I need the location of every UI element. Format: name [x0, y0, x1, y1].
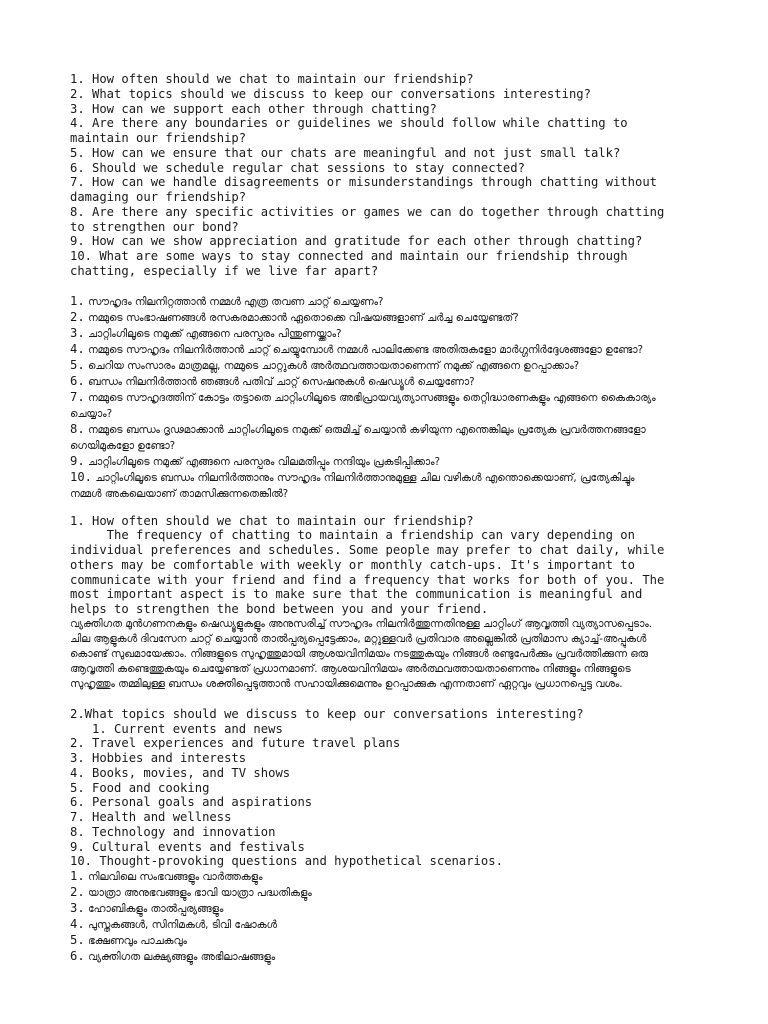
questions-english: [70, 72, 710, 279]
question-line: maintain our friendship?: [70, 131, 247, 145]
paragraph-line: communicate with your friend and find a frequency that works for both of you. The: [70, 572, 665, 587]
ml-question-line: 5. ചെറിയ സംസാരം മാത്രമല്ല, നമ്മുടെ ചാറ്റുകൾ അർത്ഥവത്തായതാണെന്ന് നമുക്ക് എങ്ങനെ ഉറപ്പാക്കാം?: [70, 357, 580, 372]
question-line: 8. Are there any specific activities or games we can do together through chatting: [70, 204, 665, 219]
question-line: to strengthen our bond?: [70, 219, 239, 234]
ml-question-line: 7. നമ്മുടെ സൗഹൃദത്തിന് കോട്ടം തട്ടാതെ ചാറ്റിംഗിലൂടെ അഭിപ്രായവ്യത്യാസങ്ങളും തെറ്റിദ്ധാരണകളും എങ്ങനെ കൈകാര്യം: [70, 389, 656, 404]
question-line: 4. Are there any boundaries or guidelines we should follow while chatting to: [70, 116, 628, 131]
list-item: 10. Thought-provoking questions and hypothetical scenarios.: [70, 854, 503, 869]
ml-question-line: 3. ചാറ്റിംഗിലൂടെ നമുക്ക് എങ്ങനെ പരസ്പരം പിന്തുണയ്ക്കാം?: [70, 325, 342, 340]
list-item: 3. Hobbies and interests: [70, 751, 247, 765]
list-item: 6. Personal goals and aspirations: [70, 795, 313, 810]
ml-paragraph-line: കൊണ്ട് സുഖമായേക്കാം. നിങ്ങളുടെ സുഹൃത്തുമായി ആശയവിനിമയം നടത്തുകയും നിങ്ങൾ രണ്ടുപേർക്കും പ്രവർത്തിക്കുന്ന ഒരു: [70, 647, 648, 660]
ml-list-item: 4. പുസ്തകങ്ങൾ, സിനിമകൾ, ടിവി ഷോകൾ: [70, 917, 277, 931]
ml-list-item: 2. യാത്രാ അനുഭവങ്ങളും ഭാവി യാത്രാ പദ്ധതികളും: [70, 885, 312, 899]
list-item: 9. Cultural events and festivals: [70, 839, 305, 854]
paragraph-line: helps to strengthen the bond between you and your friend.: [70, 602, 489, 616]
ml-question-line: ഗെയിമുകളോ ഉണ്ടോ?: [70, 439, 176, 452]
ml-question-line: 8. നമ്മുടെ ബന്ധം ദൃഢമാക്കാൻ ചാറ്റിംഗിലൂടെ നമുക്ക് ഒരുമിച്ച് ചെയ്യാൻ കഴിയുന്ന എന്തെങ്കിലും പ്രത്യേക പ്രവർത്തനങ്ങളോ: [70, 421, 646, 436]
paragraph-line: most important aspect is to make sure that the communication is meaningful and: [70, 587, 643, 602]
ml-question-line: 1. സൗഹൃദം നിലനിറ്റത്താൻ നമ്മൾ എത്ര തവണ ചാറ്റ് ചെയ്യണം?: [70, 293, 384, 308]
paragraph-line: The frequency of chatting to maintain a friendship can vary depending on: [70, 528, 635, 543]
question-line: 6. Should we schedule regular chat sessions to stay connected?: [70, 160, 525, 175]
question-line: damaging our friendship?: [70, 190, 247, 204]
ml-question-line: 2. നമ്മുടെ സംഭാഷണങ്ങൾ രസകരമാക്കാൻ ഏതൊക്കെ വിഷയങ്ങളാണ് ചർച്ച ചെയ്യേണ്ടത്?: [70, 309, 519, 324]
ml-paragraph-line: വ്യക്തിഗത മുൻഗണനകളും ഷെഡ്യൂളുകളും അനുസരിച്ച് സൗഹൃദം നിലനിർത്തുന്നതിനുള്ള ചാറ്റിംഗ് ആവൃത്തി വ്യത്യാസപ്പെടാം.: [70, 617, 653, 630]
list-item: 7. Health and wellness: [70, 810, 232, 824]
ml-question-line: 6. ബന്ധം നിലനിർത്താൻ ഞങ്ങൾ പതിവ് ചാറ്റ് സെഷനുകൾ ഷെഡ്യൂൾ ചെയ്യണോ?: [70, 373, 475, 388]
ml-paragraph-line: ആവൃത്തി കണ്ടെത്തുകയും ചെയ്യേണ്ടത് പ്രധാനമാണ്. ആശയവിനിമയം അർത്ഥവത്തായതാണെന്നും നിങ്ങളും നിങ്ങളുടെ: [70, 662, 631, 675]
paragraph-line: others may be comfortable with weekly or monthly catch-ups. It's important to: [70, 557, 635, 572]
list-item: 4. Books, movies, and TV shows: [70, 765, 291, 780]
ml-question-line: ചെയ്യാം?: [70, 407, 113, 420]
question-line: 9. How can we show appreciation and gratitude for each other through chatting?: [70, 234, 643, 249]
question-line: 10. What are some ways to stay connected and maintain our friendship through: [70, 249, 628, 263]
ml-question-line: നമ്മൾ അകലെയാണ് താമസിക്കുന്നതെങ്കിൽ?: [70, 487, 289, 500]
list-item: 5. Food and cooking: [70, 780, 210, 795]
list-item: 8. Technology and innovation: [70, 824, 276, 839]
document-page: [70, 72, 710, 965]
ml-paragraph-line: ചില ആളുകൾ ദിവസേന ചാറ്റ് ചെയ്യാൻ താൽപ്പര്യപ്പെട്ടേക്കാം, മറ്റുള്ളവർ പ്രതിവാര അല്ലെങ്കിൽ പ്രതിമാസ ക്യാച്ച്-അപ്പുകൾ: [70, 632, 647, 645]
questions-malayalam: [70, 294, 710, 502]
ml-question-line: 10. ചാറ്റിംഗിലൂടെ ബന്ധം നിലനിർത്താനും സൗഹൃദം നിലനിർത്താനുമുള്ള ചില വഴികൾ എന്തൊക്കെയാണ്, പ്രത്യേകിച്ചും: [70, 469, 635, 484]
list-item: 2. Travel experiences and future travel plans: [70, 736, 401, 751]
question-line: 5. How can we ensure that our chats are meaningful and not just small talk?: [70, 145, 621, 160]
list-item: 1. Current events and news: [70, 721, 283, 736]
ml-question-line: 9. ചാറ്റിംഗിലൂടെ നമുക്ക് എങ്ങനെ പരസ്പരം വിലമതിപ്പും നന്ദിയും പ്രകടിപ്പിക്കാം?: [70, 453, 441, 468]
ml-list-item: 3. ഹോബികളും താൽപ്പര്യങ്ങളും: [70, 901, 224, 915]
section-heading: 2.What topics should we discuss to keep our conversations interesting?: [70, 706, 584, 721]
question-line: 2. What topics should we discuss to keep our conversations interesting?: [70, 86, 591, 101]
ml-list-item: 5. ഭക്ഷണവും പാചകവും: [70, 933, 187, 947]
question-line: chatting, especially if we live far apart?: [70, 263, 379, 278]
ml-list-item: 1. നിലവിലെ സംഭവങ്ങളും വാർത്തകളും: [70, 869, 263, 883]
answer-2-section: [70, 707, 710, 965]
ml-list-item: 6. വ്യക്തിഗത ലക്ഷ്യങ്ങളും അഭിലാഷങ്ങളും: [70, 949, 276, 963]
question-line: 3. How can we support each other through chatting?: [70, 101, 437, 116]
question-line: 7. How can we handle disagreements or misunderstandings through chatting without: [70, 175, 657, 190]
ml-paragraph-line: സുഹൃത്തും തമ്മിലുള്ള ബന്ധം ശക്തിപ്പെടുത്താൻ സഹായിക്കുമെന്നും ഉറപ്പാക്കുക എന്നതാണ് ഏറ്റവും പ്രധാനപ്പെട്ട വശം.: [70, 677, 623, 690]
section-heading: 1. How often should we chat to maintain our friendship?: [70, 513, 474, 528]
question-line: 1. How often should we chat to maintain our friendship?: [70, 72, 474, 86]
paragraph-line: individual preferences and schedules. Some people may prefer to chat daily, while: [70, 543, 665, 557]
answer-1-section: [70, 514, 710, 692]
ml-question-line: 4. നമ്മുടെ സൗഹൃദം നിലനിർത്താൻ ചാറ്റ് ചെയ്യുമ്പോൾ നമ്മൾ പാലിക്കേണ്ട അതിരുകളോ മാർഗ്ഗനിർദ്ദേശങ്ങളോ ഉണ്ടോ?: [70, 341, 643, 356]
